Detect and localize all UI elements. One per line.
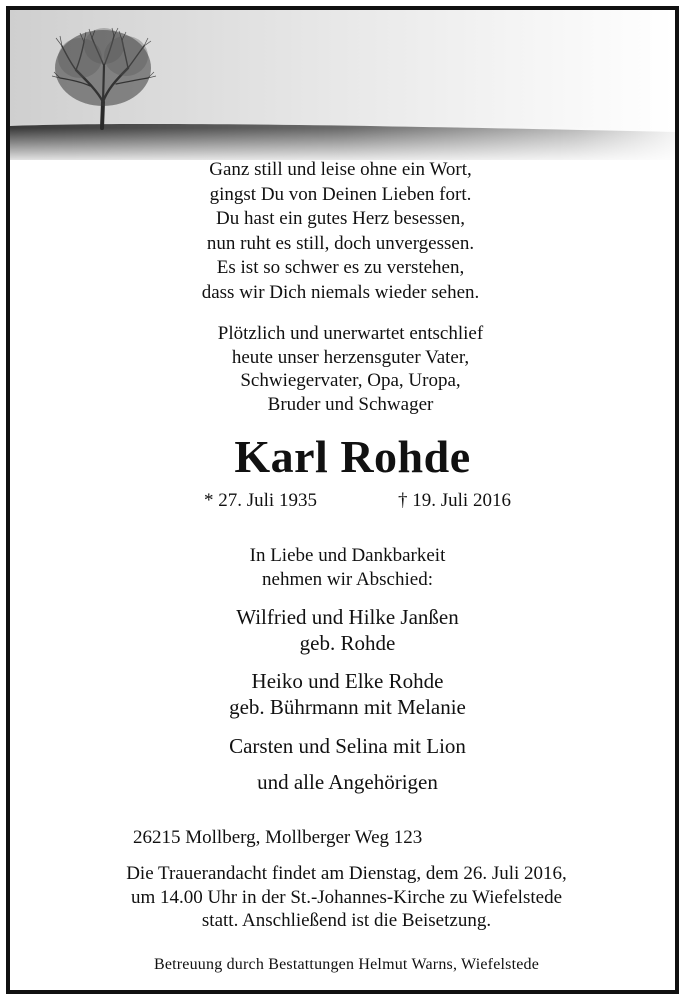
poem [8,158,673,305]
obituary-frame [6,6,679,994]
mourner-group [15,769,679,795]
farewell-text [15,544,679,591]
announcement-line: Plötzlich und unerwartet entschlief [217,323,484,344]
mourner-name: Heiko und Elke Rohde [251,669,444,693]
mourner-name: Carsten und Selina mit Lion [229,734,466,758]
mourner-name: und alle Angehörigen [257,770,438,794]
death-date: † 19. Juli 2016 [398,490,511,511]
service-info [14,862,679,933]
mourner-group [15,604,679,656]
mourner-note: geb. Bührmann mit Melanie [229,695,466,719]
service-line: Die Trauerandacht findet am Dienstag, dem 26. Juli 2016, [126,863,567,884]
poem-line: gingst Du von Deinen Lieben fort. [209,183,472,205]
death-announcement [18,322,679,416]
service-line: statt. Anschließend ist die Beisetzung. [201,910,492,931]
mourner-group [15,733,679,759]
poem-line: Ganz still und leise ohne ein Wort, [209,159,472,180]
mourner-note: geb. Rohde [299,631,396,655]
mourner-group [15,668,679,720]
announcement-line: Schwiegervater, Opa, Uropa, [240,370,461,391]
life-dates [10,490,675,516]
deceased-name: Karl Rohde [234,431,471,482]
tree-in-fog-icon [10,10,675,160]
mourner-name: Wilfried und Hilke Janßen [236,605,459,629]
family-address: 26215 Mollberg, Mollberger Weg 123 [133,827,423,848]
announcement-line: heute unser herzensguter Vater, [231,346,470,368]
farewell-line: In Liebe und Dankbarkeit [249,545,446,566]
poem-line: nun ruht es still, doch unvergessen. [206,232,475,254]
announcement-line: Bruder und Schwager [267,393,434,415]
undertaker-credit: Betreuung durch Bestattungen Helmut Warns, Wiefelstede [153,956,540,973]
poem-line: Es ist so schwer es zu verstehen, [216,257,465,278]
service-line: um 14.00 Uhr in der St.-Johannes-Kirche zu Wiefelstede [130,886,563,908]
birth-date: * 27. Juli 1935 [204,490,317,511]
farewell-line: nehmen wir Abschied: [262,568,433,590]
poem-line: Du hast ein gutes Herz besessen, [215,208,466,229]
poem-line: dass wir Dich niemals wieder sehen. [201,281,480,303]
